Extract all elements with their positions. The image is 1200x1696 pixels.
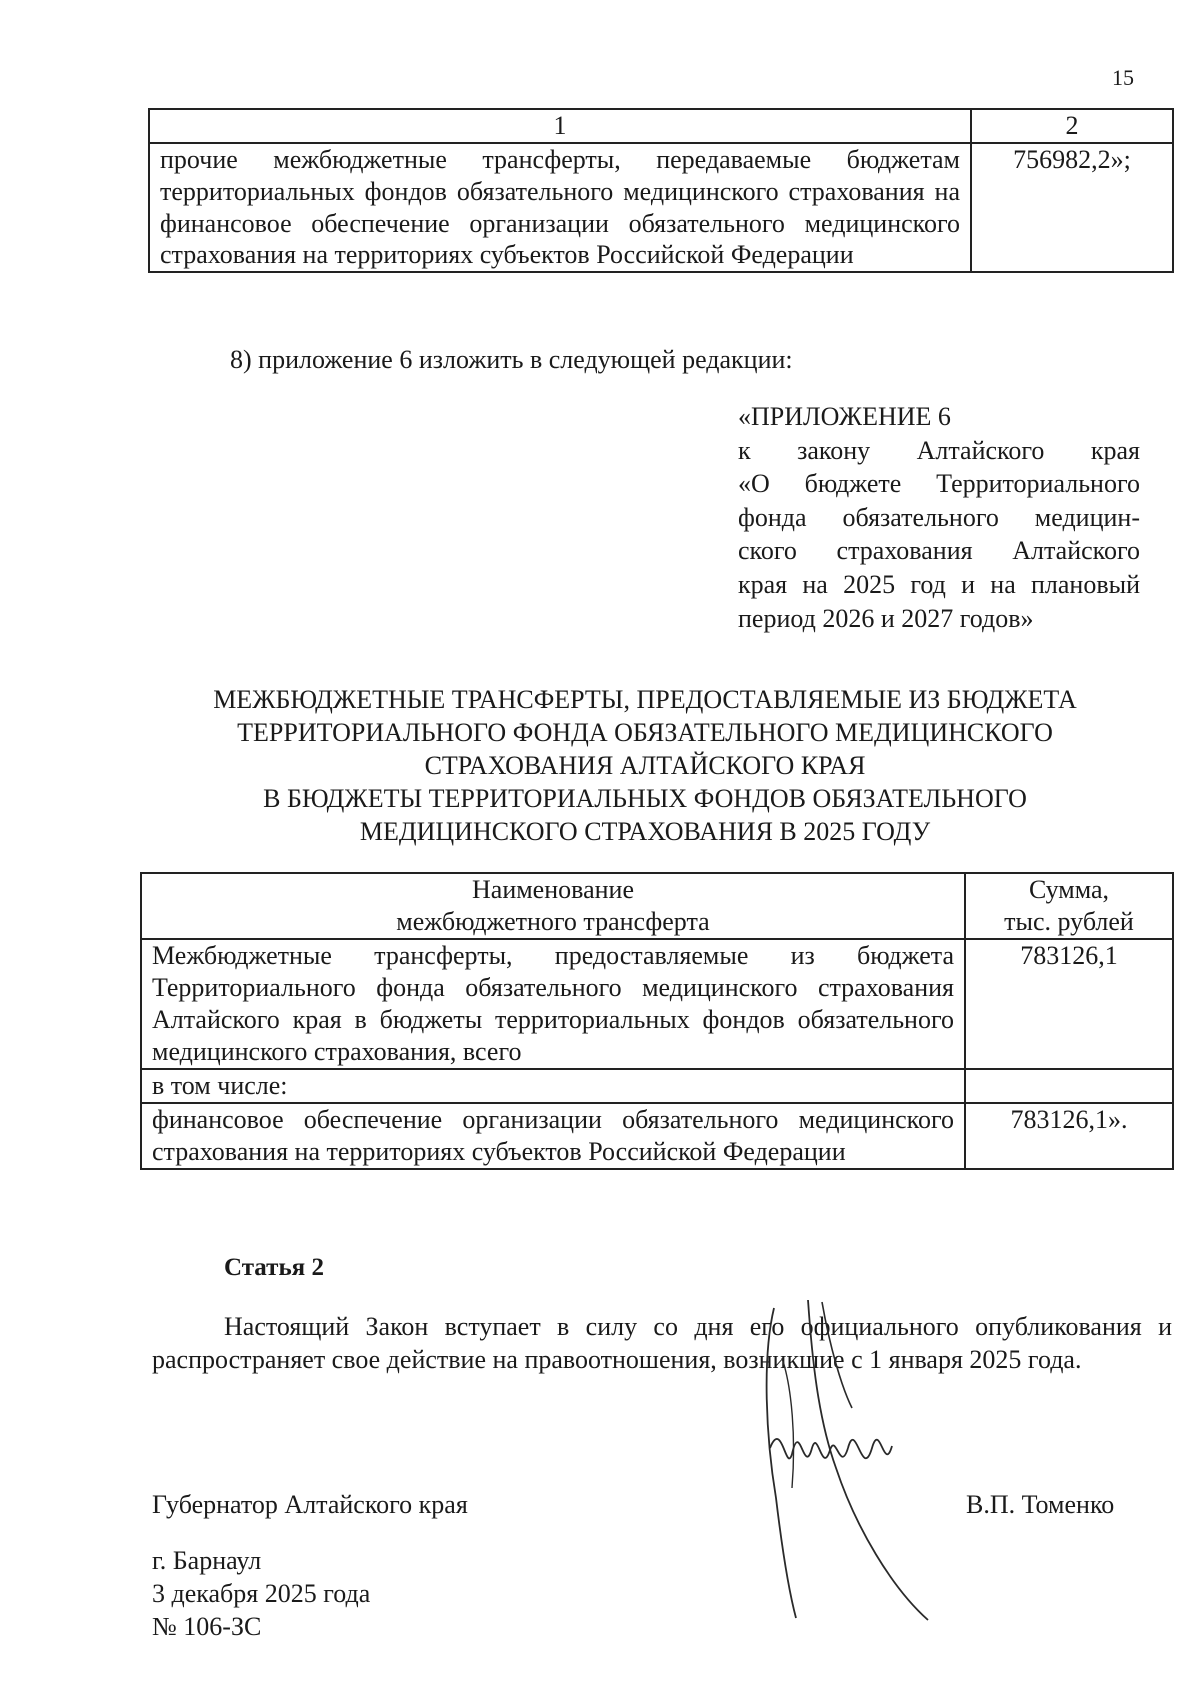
transfer-description: Межбюджетные трансферты, предоставляемые из бюджета Территориального фонда обязательного медицинского страхования Алтайского края в бюджеты территориальных фондов обязательного медицинского страхования, всего [141, 939, 965, 1069]
law-number: № 106-ЗС [152, 1612, 262, 1641]
city: г. Барнаул [152, 1546, 262, 1575]
appendix-line: «О бюджете Территориального [738, 469, 1140, 499]
table-row [141, 939, 1173, 1069]
document-heading [130, 683, 1160, 848]
header-line: Сумма, [1028, 875, 1110, 904]
header-line: межбюджетного трансферта [396, 907, 710, 936]
governor-title: Губернатор Алтайского края [152, 1490, 468, 1519]
transfer-amount: 783126,1». [965, 1103, 1173, 1169]
transfer-amount: 756982,2»; [971, 143, 1173, 272]
transfers-table [140, 872, 1174, 1170]
law-date: 3 декабря 2025 года [152, 1579, 371, 1608]
heading-line: В БЮДЖЕТЫ ТЕРРИТОРИАЛЬНЫХ ФОНДОВ ОБЯЗАТЕЛЬНОГО [263, 784, 1027, 813]
heading-line: СТРАХОВАНИЯ АЛТАЙСКОГО КРАЯ [424, 751, 866, 780]
transfer-amount [965, 1069, 1173, 1103]
header-sum [965, 873, 1173, 939]
column-number-2: 2 [971, 109, 1173, 143]
table-row [149, 143, 1173, 272]
appendix-line: ского страхования Алтайского [738, 536, 1140, 566]
page-number: 15 [1112, 65, 1134, 90]
appendix-line: к закону Алтайского края [738, 435, 1140, 465]
transfer-amount: 783126,1 [965, 939, 1173, 1069]
transfer-table-continued [148, 108, 1174, 273]
appendix-title: «ПРИЛОЖЕНИЕ 6 [738, 402, 951, 431]
governor-name: В.П. Томенко [966, 1490, 1115, 1519]
transfer-description: прочие межбюджетные трансферты, передаваемые бюджетам территориальных фондов обязательного медицинского страхования на финансовое обеспечение организации обязательного медицинского страхования на территориях субъектов Российской Федерации [149, 143, 971, 272]
table-row [141, 1069, 1173, 1103]
heading-line: ТЕРРИТОРИАЛЬНОГО ФОНДА ОБЯЗАТЕЛЬНОГО МЕДИЦИНСКОГО [237, 718, 1053, 747]
article-body: Настоящий Закон вступает в силу со дня его официального опубликования и распространяет свое действие на правоотношения, возникшие с 1 января 2025 года. [152, 1312, 1172, 1374]
appendix-line: фонда обязательного медицин- [738, 502, 1140, 532]
table-header-row [149, 109, 1173, 143]
header-line: Наименование [472, 875, 634, 904]
appendix-line: период 2026 и 2027 годов» [738, 603, 1034, 633]
header-line: тыс. рублей [1004, 907, 1134, 936]
transfer-description: в том числе: [141, 1069, 965, 1103]
place-and-date [152, 1544, 370, 1643]
article-text [152, 1311, 1172, 1376]
amendment-item-8: 8) приложение 6 изложить в следующей редакции: [230, 345, 793, 374]
article-title: Статья 2 [224, 1254, 324, 1281]
table-header-row [141, 873, 1173, 939]
appendix-header [738, 400, 1140, 635]
table-row [141, 1103, 1173, 1169]
appendix-line: края на 2025 год и на плановый [738, 569, 1140, 599]
transfer-description: финансовое обеспечение организации обязательного медицинского страхования на территориях субъектов Российской Федерации [141, 1103, 965, 1169]
heading-line: МЕДИЦИНСКОГО СТРАХОВАНИЯ В 2025 ГОДУ [359, 817, 931, 846]
header-transfer-name [141, 873, 965, 939]
handwritten-signature [752, 1298, 942, 1628]
column-number-1: 1 [149, 109, 971, 143]
heading-line: МЕЖБЮДЖЕТНЫЕ ТРАНСФЕРТЫ, ПРЕДОСТАВЛЯЕМЫЕ ИЗ БЮДЖЕТА [213, 685, 1077, 714]
